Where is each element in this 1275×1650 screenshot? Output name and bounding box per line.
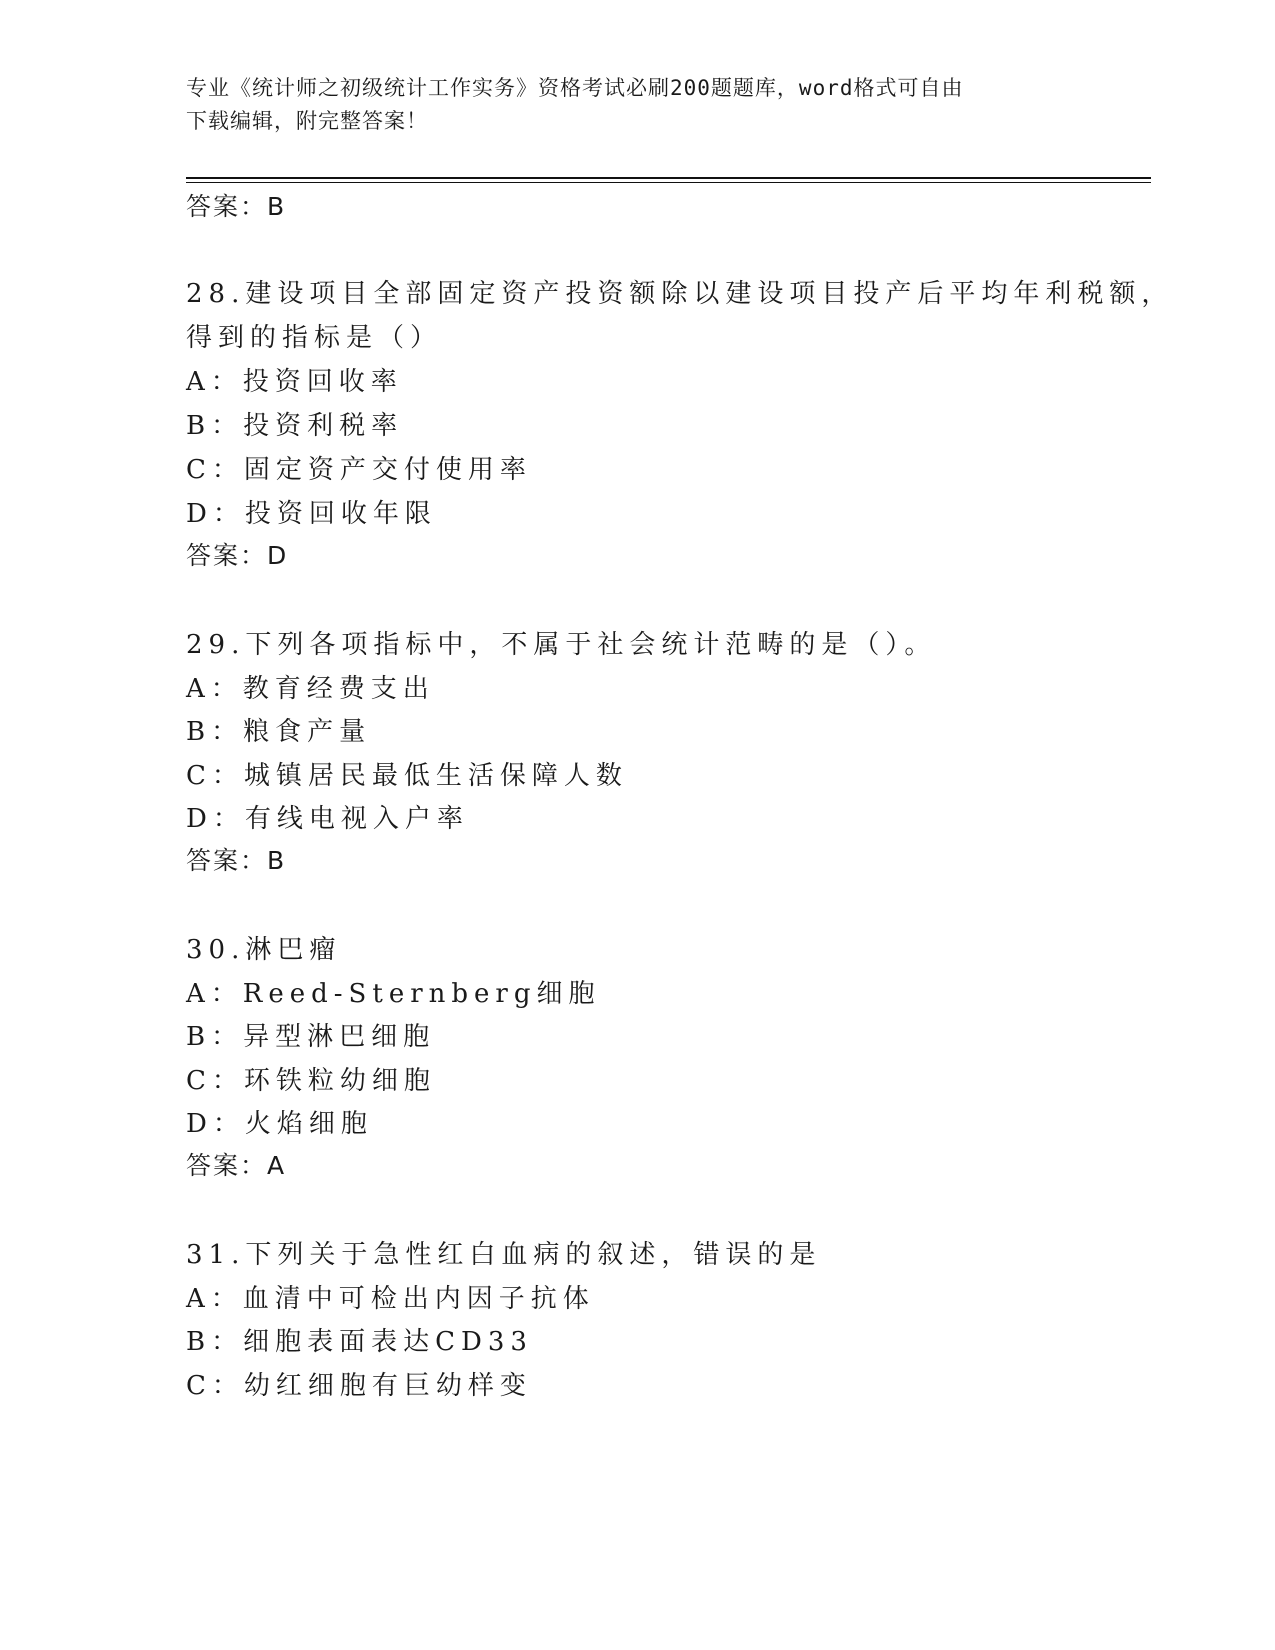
answer-line: 答案：B (186, 192, 287, 221)
question-30-option-d: D：火焰细胞 (186, 1109, 373, 1139)
header-line-2: 下载编辑，附完整答案！ (186, 109, 428, 133)
question-28-option-a: A：投资回收率 (186, 367, 403, 397)
header-line-1: 专业《统计师之初级统计工作实务》资格考试必刷200题题库，word格式可自由 (186, 76, 964, 100)
question-28-option-c: C：固定资产交付使用率 (186, 455, 532, 485)
question-30-option-a: A：Reed-Sternberg细胞 (186, 979, 601, 1009)
header-rule-thin (186, 182, 1151, 183)
question-31-option-a: A：血清中可检出内因子抗体 (186, 1284, 595, 1314)
question-31-stem: 31.下列关于急性红白血病的叙述，错误的是 (186, 1240, 822, 1270)
question-31-option-c: C：幼红细胞有巨幼样变 (186, 1371, 532, 1401)
question-30-option-c: C：环铁粒幼细胞 (186, 1066, 436, 1096)
header-rule-thick (186, 177, 1151, 179)
question-28-option-d: D：投资回收年限 (186, 499, 437, 529)
question-30-answer: 答案：A (186, 1151, 287, 1180)
question-29-answer: 答案：B (186, 846, 287, 875)
question-30-option-b: B：异型淋巴细胞 (186, 1022, 436, 1052)
question-28-stem: 28.建设项目全部固定资产投资额除以建设项目投产后平均年利税额， (186, 279, 1174, 309)
question-29-option-d: D：有线电视入户率 (186, 804, 469, 834)
question-28-answer: 答案：D (186, 541, 289, 570)
question-28-option-b: B：投资利税率 (186, 411, 404, 441)
question-29-stem: 29.下列各项指标中，不属于社会统计范畴的是（）。 (186, 630, 937, 660)
question-29-option-a: A：教育经费支出 (186, 674, 435, 704)
question-30-stem: 30.淋巴瘤 (186, 935, 342, 965)
question-29-option-c: C：城镇居民最低生活保障人数 (186, 761, 628, 791)
question-31-option-b: B：细胞表面表达CD33 (186, 1327, 533, 1357)
question-28-stem-cont: 得到的指标是（） (186, 323, 443, 353)
document-header (186, 72, 1066, 138)
question-29-option-b: B：粮食产量 (186, 717, 372, 747)
